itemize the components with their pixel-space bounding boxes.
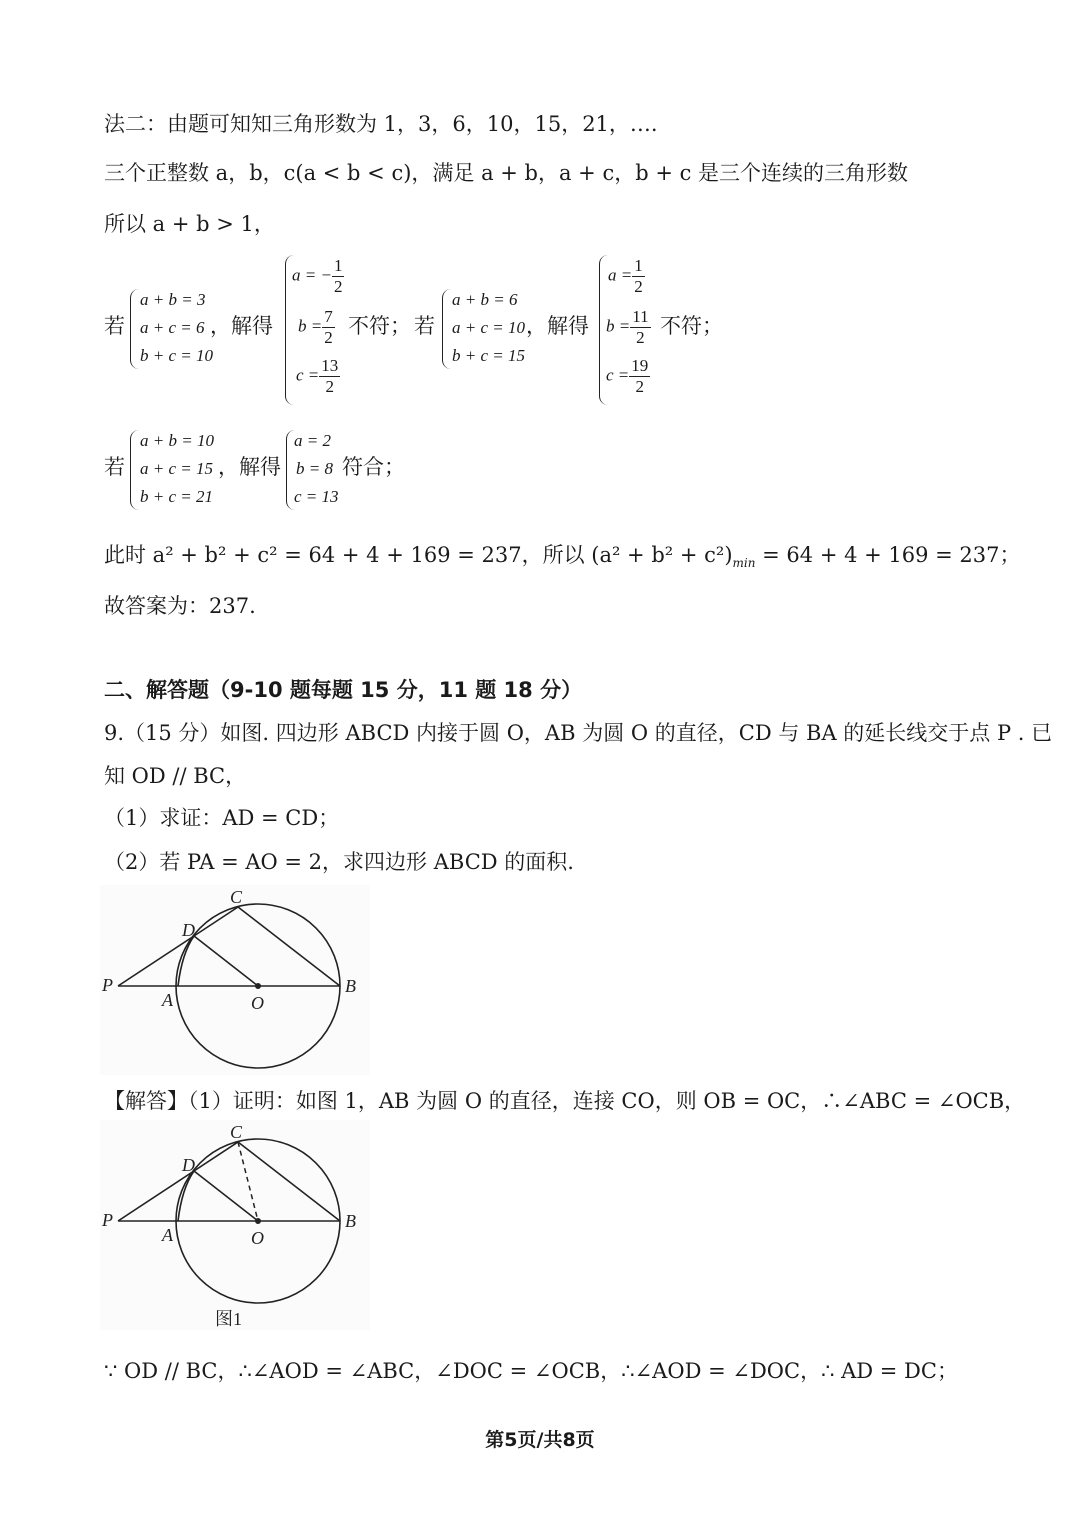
fig1-label-p: P	[102, 1210, 113, 1230]
solve-label-3: ，解得	[218, 455, 281, 479]
case3-sol-c: c = 13	[294, 487, 339, 506]
case2-prefix: 若	[414, 314, 435, 338]
case1-sol-b: b = $\frac{7}{2}$	[298, 307, 333, 347]
fig1-label-a: A	[162, 1225, 173, 1245]
case1-eq-3: b + c = 10	[140, 346, 213, 365]
case1-prefix: 若	[104, 314, 125, 338]
geometry-figure-1	[100, 1120, 370, 1330]
point-o	[255, 983, 261, 989]
method2-line2: 三个正整数 a，b，c(a < b < c)，满足 a + b，a + c，b + c 是三个连续的三角形数	[104, 161, 909, 185]
case3-eq-2: a + c = 15	[140, 459, 213, 478]
label-o: O	[251, 993, 264, 1013]
label-p: P	[102, 975, 113, 995]
case3-sol-b: b = 8	[296, 459, 333, 478]
case3-sol-a: a = 2	[294, 431, 331, 450]
case2-sol-a: a = $\frac{1}{2}$	[608, 256, 643, 296]
q9-line2: 知 OD // BC，	[104, 764, 247, 788]
not-ok-2: 不符；	[660, 314, 723, 338]
method2-line1: 法二：由题可知知三角形数为 1，3，6，10，15，21，….	[104, 112, 658, 136]
answer: 故答案为：237.	[104, 594, 256, 618]
fig1-label-b: B	[345, 1211, 356, 1231]
solve-label-2: ，解得	[526, 314, 589, 338]
fig1-label-c: C	[230, 1122, 243, 1142]
case3-eq-3: b + c = 21	[140, 487, 213, 506]
fig1-label-o: O	[251, 1228, 264, 1248]
q9-part1: （1）求证：AD = CD；	[104, 806, 340, 830]
solution-line: 【解答】（1）证明：如图 1，AB 为圆 O 的直径，连接 CO，则 OB = OC，∴∠ABC = ∠OCB，	[104, 1089, 1026, 1113]
label-a: A	[162, 990, 173, 1010]
case2-eq-2: a + c = 10	[452, 318, 525, 337]
case2-sol-b: b = $\frac{11}{2}$	[606, 307, 649, 347]
case3-prefix: 若	[104, 455, 125, 479]
section2-title: 二、解答题（9-10 题每题 15 分，11 题 18 分）	[104, 678, 583, 702]
case2-eq-1: a + b = 6	[452, 290, 518, 309]
case3-eq-1: a + b = 10	[140, 431, 214, 450]
q9-line1: 9.（15 分）如图. 四边形 ABCD 内接于圆 O，AB 为圆 O 的直径，CD 与 BA 的延长线交于点 P . 已	[104, 721, 1053, 745]
page-number: 第5页/共8页	[485, 1429, 595, 1451]
fig1-caption: 图1	[215, 1309, 242, 1329]
method2-line3: 所以 a + b > 1，	[104, 212, 275, 236]
case1-eq-2: a + c = 6	[140, 318, 205, 337]
q9-part2: （2）若 PA = AO = 2，求四边形 ABCD 的面积.	[104, 850, 574, 874]
case1-eq-1: a + b = 3	[140, 290, 206, 309]
case1-sol-c: c = $\frac{13}{2}$	[296, 356, 339, 396]
label-d: D	[182, 920, 195, 940]
proof-line: ∵ OD // BC，∴∠AOD = ∠ABC，∠DOC = ∠OCB，∴∠AOD = ∠DOC，∴ AD = DC；	[104, 1359, 958, 1383]
label-c: C	[230, 887, 243, 907]
result-line: 此时 a² + b² + c² = 64 + 4 + 169 = 237，所以 $(a^2 + b^2 + c^2)_{min} = 64 + 4 + 169 = 237$；	[104, 543, 1021, 571]
case1-sol-a: a = − $\frac{1}{2}$	[292, 256, 343, 296]
not-ok-1: 不符；	[348, 314, 411, 338]
solve-label-1: ，解得	[210, 314, 273, 338]
geometry-figure	[100, 885, 370, 1075]
case3-brace	[130, 430, 139, 510]
case2-eq-3: b + c = 15	[452, 346, 525, 365]
case2-sol-c: c = $\frac{19}{2}$	[606, 356, 649, 396]
fig1-label-d: D	[182, 1155, 195, 1175]
label-b: B	[345, 976, 356, 996]
ok-label: 符合；	[342, 455, 405, 479]
case1-brace	[130, 289, 139, 369]
case2-brace	[442, 289, 451, 369]
